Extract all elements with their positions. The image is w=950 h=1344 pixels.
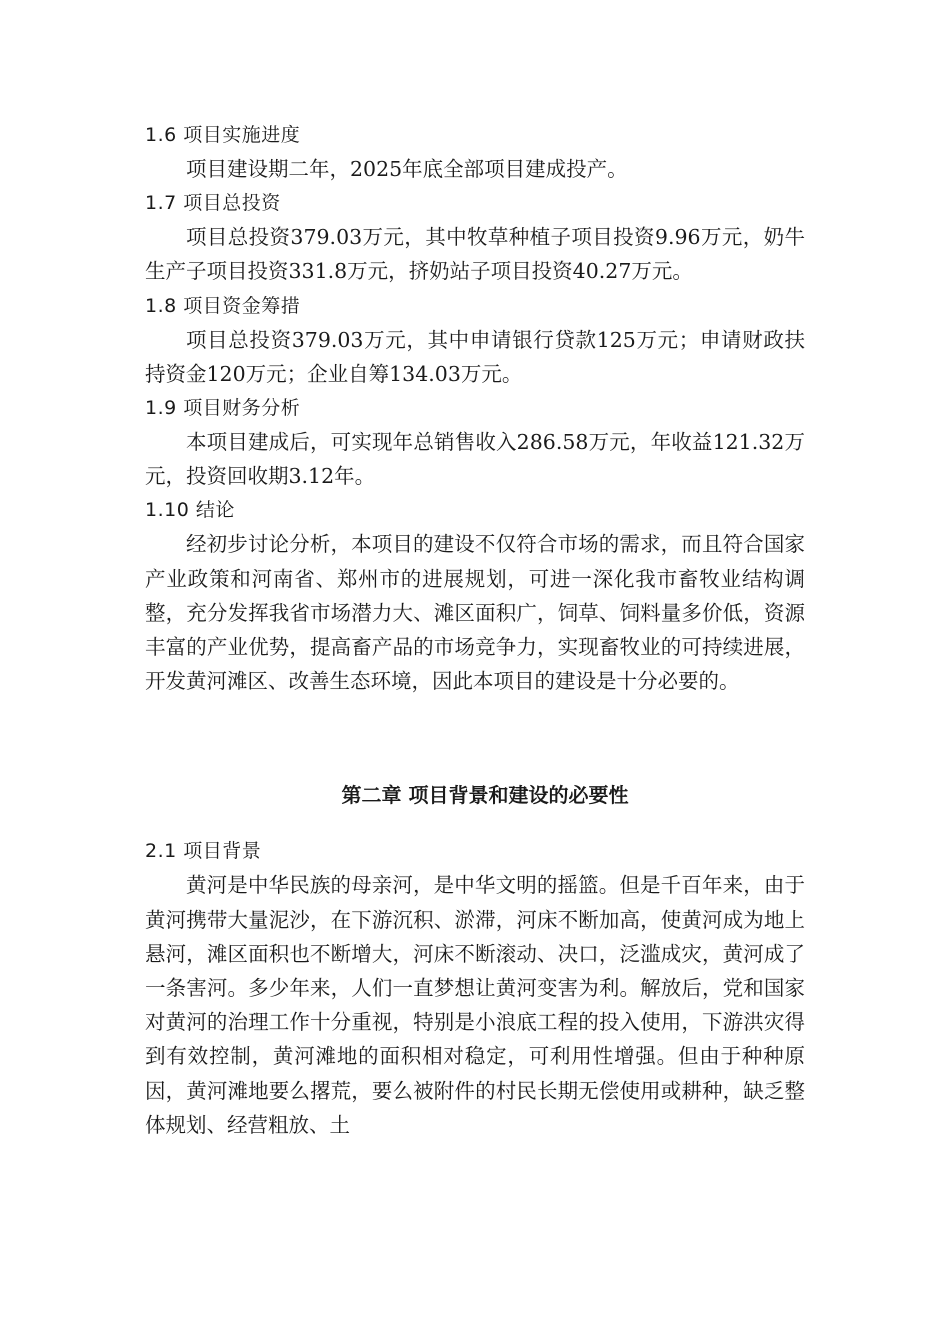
section-paragraph-1-6: 项目建设期二年，2025年底全部项目建成投产。 [186,157,628,181]
section-heading-1-8: 1.8 项目资金筹措 [145,294,301,317]
chapter-title: 第二章 项目背景和建设的必要性 [341,783,629,808]
section-heading-2-1: 2.1 项目背景 [145,840,262,863]
section-paragraph-1-7: 项目总投资379.03万元，其中牧草种植子项目投资9.96万元，奶牛生产子项目投资331.8万元，挤奶站子项目投资40.27万元。 [145,225,805,284]
section-heading-1-7: 1.7 项目总投资 [145,192,281,215]
section-paragraph-1-9: 本项目建成后，可实现年总销售收入286.58万元，年收益121.32万元，投资回收期3.12年。 [145,430,805,489]
section-paragraph-1-10: 经初步讨论分析，本项目的建设不仅符合市场的需求，而且符合国家产业政策和河南省、郑州市的进展规划，可进一深化我市畜牧业结构调整，充分发挥我省市场潜力大、滩区面积广，饲草、饲料量多价低，资源丰富的产业优势，提高畜产品的市场竞争力，实现畜牧业的可持续进展，开发黄河滩区、改善生态环境，因此本项目的建设是十分必要的。 [145,532,805,694]
section-paragraph-1-8: 项目总投资379.03万元，其中申请银行贷款125万元；申请财政扶持资金120万元；企业自筹134.03万元。 [145,327,805,386]
section-heading-1-10: 1.10 结论 [145,499,235,522]
section-heading-1-9: 1.9 项目财务分析 [145,397,301,420]
section-paragraph-2-1: 黄河是中华民族的母亲河，是中华文明的摇篮。但是千百年来，由于黄河携带大量泥沙，在下游沉积、淤滞，河床不断加高，使黄河成为地上悬河，滩区面积也不断增大，河床不断滚动、决口，泛滥成灾，黄河成了一条害河。多少年来，人们一直梦想让黄河变害为利。解放后，党和国家对黄河的治理工作十分重视，特别是小浪底工程的投入使用，下游洪灾得到有效控制，黄河滩地的面积相对稳定，可利用性增强。但由于种种原因，黄河滩地要么撂荒，要么被附件的村民长期无偿使用或耕种，缺乏整体规划、经营粗放、土 [145,873,805,1137]
chapter-spacer [145,812,805,834]
section-heading-1-6: 1.6 项目实施进度 [145,124,301,146]
document-page [145,118,805,1142]
